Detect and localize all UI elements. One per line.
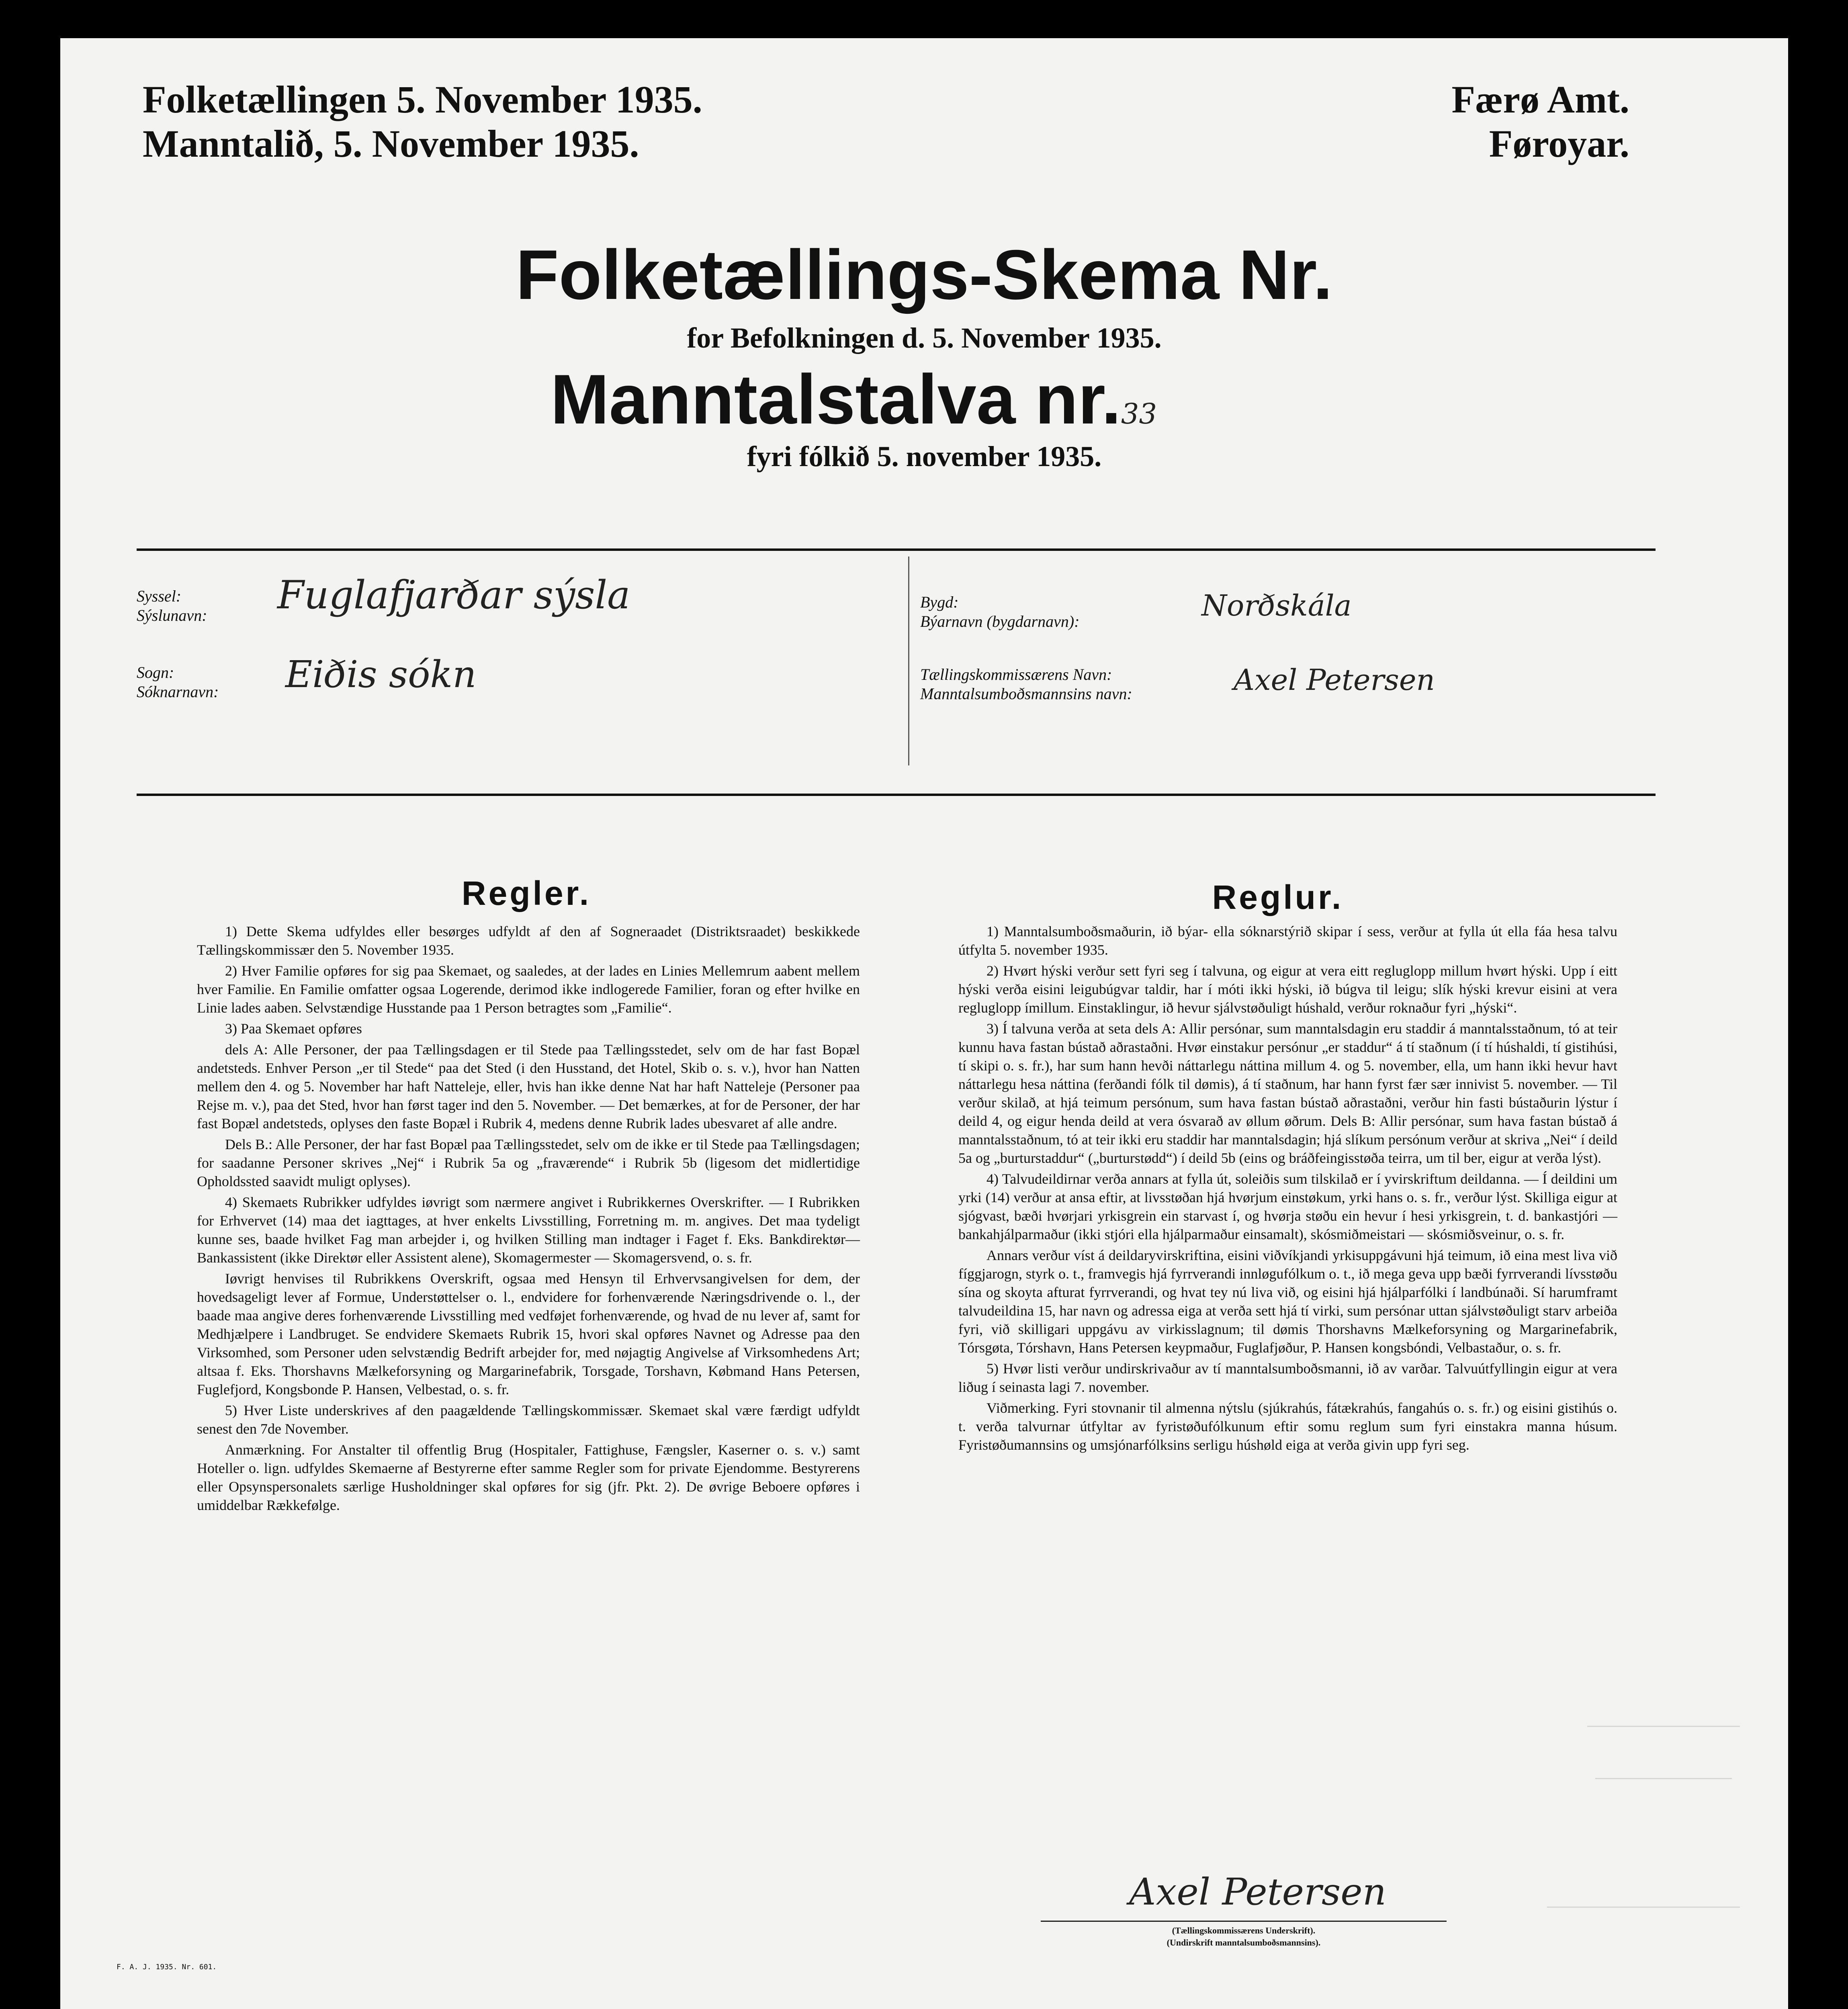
regler-paragraph: 2) Hver Familie opføres for sig paa Skemaet, og saaledes, at der lades en Linies Mellemrum aabent mellem hver Familie. En Familie omfatter ogsaa Logerende, derimod ikke indlogerede Familier, foran og efter hvilke en Linie lades aaben. Selvstændige Husstande paa 1 Person betragtes som „Familie“. (197, 963, 860, 1016)
header-left-line1: Folketællingen 5. November 1935. (143, 78, 702, 121)
field-area-top-rule (137, 548, 1656, 551)
field-area-bottom-rule (137, 794, 1656, 796)
sogn-label (137, 663, 219, 702)
kommissaer-label (920, 665, 1132, 704)
syssel-label-fo: Sýslunavn: (137, 606, 207, 624)
bygd-value: Norðskála (1201, 589, 1352, 622)
reglur-title: Reglur. (1212, 878, 1344, 916)
kommissaer-label-fo: Manntalsumboðsmannsins navn: (920, 685, 1132, 703)
sogn-value: Eiðis sókn (285, 653, 477, 696)
bygd-label (920, 593, 1080, 631)
regler-paragraph: 4) Skemaets Rubrikker udfyldes iøvrigt som nærmere angivet i Rubrikkernes Overskrifter. — I Rubrikken for Erhvervet (14) maa det iagttages, at hver enkelts Livsstilling, Forretning m. m. angives. Det maa tydeligt kunne ses, baade hvilket Fag man arbejder i, og hvilken Stilling man indtager i Faget f. Eks. Bankdirektør—Bankassistent (ikke Direktør eller Assistent alene), Skomagermester — Skomagersvend, o. s. fr. (197, 1194, 860, 1266)
reglur-paragraph: 3) Í talvuna verða at seta dels A: Allir persónar, sum manntalsdagin eru staddir á manntalsstaðnum, tó at teir kunnu hava fastan bústað aðrastaðni. Hvør einstakur persónur „er staddur“ á tí staðnum (í tí húshaldi, tí gistihúsi, tí skipi o. s. fr.), har sum hann hevði náttarlegu náttina millum 4. og 5. november, ella, um hann ikki hevur havt náttarlegu hesa náttina (ferðandi fólk til dømis), á tí staðnum, har hann fyrst fær sær innivist 5. november. — Til verður skilað, at hjá teimum persónum, sum hava fastan bústað aðrastaðni, verður hin fasti bústaðurin lýstur í deild 4, og eigur henda deild at vera ósvarað av øllum øðrum. Dels B: Allir persónar, sum hava fastan bústað á manntalsstaðnum, tó at teir ikki eru staddir har manntalsdagin; hjá slíkum persónum verður at skriva „Nei“ í deild 5a og „burturstaddur“ („burturstødd“) í deild 5b (eins og bráðfeingisstøða teirra, um til ber, eigur at verða lýst). (958, 1021, 1617, 1166)
reglur-paragraph: Annars verður víst á deildaryvirskriftina, eisini viðvíkjandi yrkisuppgávuni hjá teimum, ið eina mest liva við fíggjarogn, styrk o. t., framvegis hjá fyrrverandi innløgufólkum o. t., ið mega geva upp bæði fyrrverandi lívsstøðu sína og skoyta afturat fyrrverandi, og hvat tey nú liva við, og eisini hjá hjálparfólki í landbúnaði. Sí harumframt talvudeildina 15, har navn og adressa eiga at verða sett hjá tí virki, sum persónar uttan sjálvstøðuligt starv arbeiða fyri, við skilligari uppgávu av virkisslagnum; til dømis Thorshavns Mælkeforsyning og Margarinefabrik, Tórsgøta, Tórshavn, Hans Petersen keypmaður, Fuglafjøður, P. Hansen kongsbóndi, Velbastaður, o. s. fr. (958, 1247, 1617, 1356)
regler-paragraph: dels A: Alle Personer, der paa Tællingsdagen er til Stede paa Tællingsstedet, selv om de har fast Bopæl andetsteds. Enhver Person „er til Stede“ paa det Sted (i den Husstand, det Hotel, Skib o. s. v.), hvor han Natten mellem den 4. og 5. November har haft Natteleje, eller, hvis han ikke denne Nat har haft Natteleje (Personer paa Rejse m. v.), paa det Sted, hvor han først tager ind den 5. November. — Det bemærkes, at for de Personer, der har fast Bopæl andetsteds, oplyses den faste Bopæl i Rubrik 4, medens denne Rubrik lades ubesvaret af alle andre. (197, 1041, 860, 1131)
form-subtitle-danish: for Befolkningen d. 5. November 1935. (687, 322, 1162, 354)
sogn-label-da: Sogn: (137, 663, 174, 681)
form-title-faroese: Manntalstalva nr. (551, 360, 1121, 439)
regler-paragraph: Iøvrigt henvises til Rubrikkens Overskrift, ogsaa med Hensyn til Erhvervsangivelsen for dem, der hovedsageligt lever af Formue, Understøttelser o. l., endvidere for forhenværende Næringsdrivende o. l., der baade maa angive deres forhenværende Livsstilling med vedføjet forhenværende, og hvad de nu lever af, samt for Medhjælpere i Landbruget. Se endvidere Skemaets Rubrik 15, hvori skal opføres Navnet og Adresse paa den Virksomhed, som Personer uden selvstændig Bedrift arbejder for, med nøjagtig Angivelse af Virksomhedens Art; altsaa f. Eks. Thorshavns Mælkeforsyning og Margarinefabrik, Torsgade, Torshavn, Købmand Hans Petersen, Fuglefjord, Kongsbonde P. Hansen, Velbestad, o. s. fr. (197, 1270, 860, 1397)
signature-caption-fo: (Undirskrift manntalsumboðsmannsins). (1167, 1937, 1321, 1948)
signature-caption-da: (Tællingskommissærens Underskrift). (1172, 1925, 1316, 1935)
reglur-paragraph: Viðmerking. Fyri stovnanir til almenna nýtslu (sjúkrahús, fátækrahús, fangahús o. s. fr.) og eisini gistihús o. t. verða talvurnar útfyltar av fyristøðufólkunum eftir somu reglum sum fyri einstakra manna húsum. Fyristøðumannsins og umsjónarfólksins serligu húshøld eiga at verða givin upp fyri seg. (958, 1400, 1617, 1453)
header-right-line2: Føroyar. (1489, 122, 1629, 165)
reglur-paragraph: 2) Hvørt hýski verður sett fyri seg í talvuna, og eigur at vera eitt regluglopp millum hvørt hýski. Upp í eitt hýski verða eisini leigubúgvar taldir, har í móti ikki hýski, ið búgva til leigu; slík hýski krevur eisini at vera regluglopp ímillum. Einstaklingur, ið hevur sjálvstøðuligt húshald, verður roknaður fyri „hýski“. (958, 963, 1617, 1016)
printer-mark: F. A. J. 1935. Nr. 601. (117, 1963, 217, 1971)
signature-line (1041, 1921, 1447, 1922)
regler-title: Regler. (461, 874, 591, 912)
form-title-danish: Folketællings-Skema Nr. (516, 236, 1333, 314)
reglur-column (958, 922, 1617, 1457)
kommissaer-value: Axel Petersen (1234, 663, 1435, 697)
bleed-through-line (1595, 1778, 1732, 1779)
header-left-line2: Manntalið, 5. November 1935. (143, 122, 639, 165)
regler-paragraph: 1) Dette Skema udfyldes eller besørges udfyldt af den af Sogneraadet (Distriktsraadet) beskikkede Tællingskommissær den 5. November 1935. (197, 923, 860, 958)
form-number-handwritten: 33 (1121, 397, 1157, 430)
syssel-label (137, 587, 207, 625)
header-right-line1: Færø Amt. (1451, 78, 1629, 121)
bleed-through-line (1587, 1726, 1740, 1727)
reglur-paragraph: 5) Hvør listi verður undirskrivaður av tí manntalsumboðsmanni, ið av varðar. Talvuútfyllingin eigur at vera liðug í seinasta lagi 7. november. (958, 1360, 1617, 1395)
signature-caption (1041, 1925, 1447, 1949)
regler-paragraph: Dels B.: Alle Personer, der har fast Bopæl paa Tællingsstedet, selv om de ikke er til Stede paa Tællingsdagen; for saadanne Personer skrives „Nej“ i Rubrik 5a og „fraværende“ i Rubrik 5b (ligesom det midlertidige Opholdssted saavidt muligt oplyses). (197, 1136, 860, 1189)
syssel-value: Fuglafjarðar sýsla (277, 573, 630, 618)
regler-paragraph: 5) Hver Liste underskrives af den paagældende Tællingskommissær. Skemaet skal være færdigt udfyldt senest den 7de November. (197, 1402, 860, 1437)
signature-handwritten: Axel Petersen (1129, 1870, 1386, 1913)
field-area-divider (908, 556, 909, 765)
reglur-paragraph: 1) Manntalsumboðsmaðurin, ið býar- ella sóknarstýrið skipar í sess, verður at fylla út ella fáa hesa talvu útfylta 5. november 1935. (958, 923, 1617, 958)
regler-paragraph: Anmærkning. For Anstalter til offentlig Brug (Hospitaler, Fattighuse, Fængsler, Kaserner o. s. v.) samt Hoteller o. lign. udfyldes Skemaerne af Bestyrerne efter samme Regler som for private Ejendomme. Bestyrerens eller Opsynspersonalets særlige Husholdninger skal opføres for sig (jfr. Pkt. 2). De øvrige Beboere opføres i umiddelbar Rækkefølge. (197, 1442, 860, 1513)
syssel-label-da: Syssel: (137, 587, 182, 605)
census-form-sheet (60, 38, 1788, 2009)
form-title-faroese-row (551, 360, 1157, 440)
form-subtitle-faroese: fyri fólkið 5. november 1935. (747, 440, 1102, 473)
kommissaer-label-da: Tællingskommissærens Navn: (920, 665, 1112, 683)
bleed-through-line (1547, 1907, 1740, 1908)
reglur-paragraph: 4) Talvudeildirnar verða annars at fylla út, soleiðis sum tilskilað er í yvirskriftum deildanna. — Í deildini um yrki (14) verður at ansa eftir, at livsstøðan hjá hvørjum einstøkum, yrki hans o. s. fr., verður lýst. Skilliga eigur at sjógvast, bæði hvørjari yrkisgrein ein starvast í, og hvørja støðu ein hevur í hesi yrkisgrein, t. d. bankastjóri — bankahjálparmaður (ikki stjóri ella hjálparmaður einsamalt), skósmiðmeistari — skósmiðsveinur, o. s. fr. (958, 1171, 1617, 1242)
regler-column (197, 922, 860, 1517)
sogn-label-fo: Sóknarnavn: (137, 683, 219, 701)
regler-paragraph: 3) Paa Skemaet opføres (225, 1021, 362, 1037)
bygd-label-da: Bygd: (920, 593, 959, 611)
bygd-label-fo: Býarnavn (bygdarnavn): (920, 612, 1080, 630)
